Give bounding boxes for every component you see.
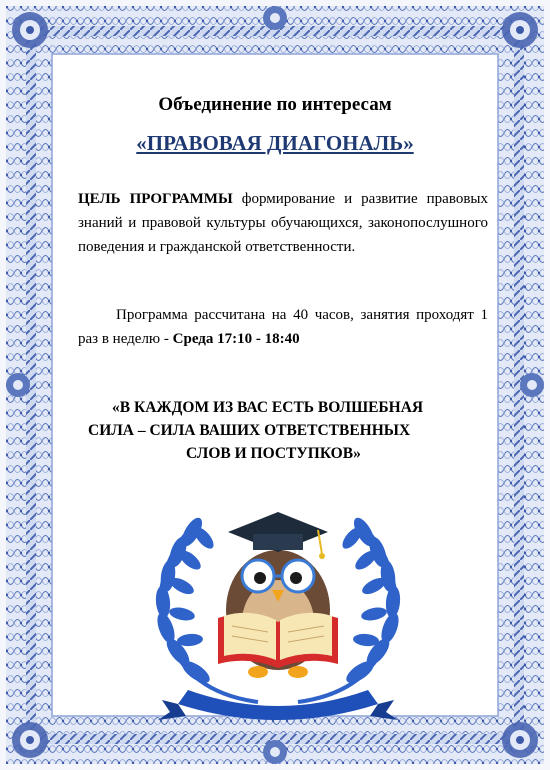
page-title: «ПРАВОВАЯ ДИАГОНАЛЬ» [136,131,414,155]
page-subtitle: Объединение по интересам [158,94,392,115]
quote-line-1: «В КАЖДОМ ИЗ ВАС ЕСТЬ ВОЛШЕБНАЯ [112,399,424,416]
program-goal [78,187,488,259]
goal-text: формирование и развитие правовых знаний и правовой культуры обучающихся, законопослушного поведения и гражданской ответственности. [78,191,488,255]
schedule-time: Среда 17:10 - 18:40 [172,331,300,347]
quote-line-3: СЛОВ И ПОСТУПКОВ» [186,445,361,462]
goal-label: ЦЕЛЬ ПРОГРАММЫ [78,191,233,207]
owl-emblem-icon [108,490,448,720]
program-schedule [78,303,488,351]
schedule-text: Программа рассчитана на 40 часов, занятия проходят 1 раз в неделю - [78,307,488,347]
motto-quote [78,396,488,465]
certificate-content [58,60,492,710]
quote-line-2: СИЛА – СИЛА ВАШИХ ОТВЕТСТВЕННЫХ [88,422,411,439]
